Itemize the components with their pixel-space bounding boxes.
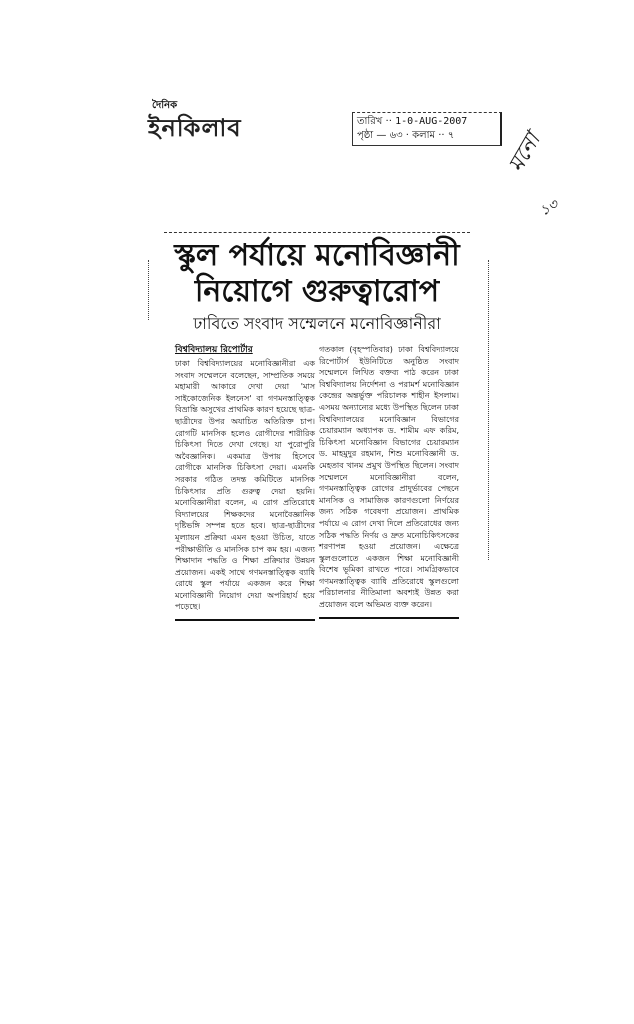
article xyxy=(150,232,484,621)
stamp-column-label: কলাম xyxy=(412,130,436,141)
date-stamp xyxy=(352,112,502,146)
stamp-date-label: তারিখ xyxy=(357,116,383,127)
stamp-column-value: ৭ xyxy=(447,130,455,141)
column-1-wrap xyxy=(175,344,315,621)
article-columns xyxy=(150,344,484,621)
top-rule xyxy=(164,232,470,234)
stamp-date-value: 1-0-AUG-2007 xyxy=(395,116,468,127)
article-column-2: গতকাল (বৃহস্পতিবার) ঢাকা বিশ্ববিদ্যালয়ে রিপোর্টার্স ইউনিটিতে অনুষ্ঠিত সংবাদ সম্মেলনে লিখিত বক্তব্য পাঠ করেন ঢাকা বিশ্ববিদ্যালয় নির্দেশনা ও পরামর্শ মনোবিজ্ঞান কেন্দ্রের অন্তর্ভুক্ত পরিচালক শাহীন ইসলাম। এসময় অন্যান্যের মধ্যে উপস্থিত ছিলেন ঢাকা বিশ্ববিদ্যালয়ের মনোবিজ্ঞান বিভাগের চেয়ারম্যান অধ্যাপক ড. শামীম এফ করিম, চিকিৎসা মনোবিজ্ঞান বিভাগের চেয়ারম্যান ড. মাহমুদুর রহমান, শিশু মনোবিজ্ঞানী ড. মেহতাব খানম প্রমুখ উপস্থিত ছিলেন। সংবাদ সম্মেলনে মনোবিজ্ঞানীরা বলেন, গণমনস্তাত্ত্বিক রোগের প্রাদুর্ভাবের পেছনে মানসিক ও সামাজিক কারণগুলো নির্ণয়ের জন্য সঠিক গবেষণা প্রয়োজন। প্রাথমিক পর্যায়ে এ রোগ দেখা দিলে প্রতিরোধের জন্য সঠিক পদ্ধতি নির্ণয় ও দ্রুত মনোচিকিৎসকের শরণাপন্ন হওয়া প্রয়োজন। এক্ষেত্রে স্কুলগুলোতে একজন শিক্ষা মনোবিজ্ঞানী বিশেষ ভূমিকা রাখতে পারে। সামগ্রিকভাবে গণমনস্তাত্ত্বিক ব্যাধি প্রতিরোধে স্কুলগুলো পরিচালনার নীতিমালা অবশ্যই উন্নত করা প্রয়োজন বলে অভিমত ব্যক্ত করেন। xyxy=(319,345,459,610)
column-2-wrap xyxy=(319,344,459,621)
subheadline: ঢাবিতে সংবাদ সম্মেলনে মনোবিজ্ঞানীরা xyxy=(193,314,441,333)
handwritten-note: মনো xyxy=(503,128,546,177)
article-column-1: ঢাকা বিশ্ববিদ্যালয়ের মনোবিজ্ঞানীরা এক সংবাদ সম্মেলনে বলেছেন, সাম্প্রতিক সময়ে মহামারী আকারে দেখা দেয়া 'মাস সাইকোজেনিক ইলনেস' বা গণমনস্তাত্ত্বিক বিভ্রান্তি অসুখের প্রাথমিক কারণ হয়েছে ছাত্র-ছাত্রীদের উপর অযাচিত অতিরিক্ত চাপ। রোগটি মানসিক হলেও রোগীদের শারীরিক চিকিৎসা দিতে দেখা গেছে। যা পুরোপুরি অবৈজ্ঞানিক। একমাত্র উপায় হিসেবে রোগীকে মানসিক চিকিৎসা দেয়া। এমনকি সরকার গঠিত তদন্ত কমিটিতে মানসিক চিকিৎসার প্রতি গুরুত্ব দেয়া হয়নি। মনোবিজ্ঞানীরা বলেন, এ রোগ প্রতিরোধে বিদ্যালয়ের শিক্ষকদের মনোবৈজ্ঞানিক দৃষ্টিভঙ্গি সম্পন্ন হতে হবে। ছাত্র-ছাত্রীদের মূল্যায়ন প্রক্রিয়া এমন হওয়া উচিত, যাতে পরীক্ষাভীতি ও মানসিক চাপ কম হয়। এজন্য শিক্ষাদান পদ্ধতি ও শিক্ষা প্রক্রিয়ার উন্নয়ন প্রয়োজন। একই সাথে গণমনস্তাত্ত্বিক ব্যাধি রোধে স্কুল পর্যায়ে একজন করে শিক্ষা মনোবিজ্ঞানী নিয়োগ দেয়া অপরিহার্য হয়ে পড়েছে। xyxy=(175,359,315,612)
headline-line-1: স্কুল পর্যায়ে মনোবিজ্ঞানী xyxy=(174,238,460,273)
stamp-page-value: ৬৩ xyxy=(389,130,403,141)
newspaper-logo: ইনকিলাব xyxy=(148,114,242,142)
handwritten-number: ১৩ xyxy=(537,196,561,220)
bottom-rule-right xyxy=(319,617,459,619)
byline: বিশ্ববিদ্যালয় রিপোর্টার xyxy=(175,345,253,355)
newspaper-prefix: দৈনিক xyxy=(152,100,178,111)
bottom-rule-left xyxy=(175,619,315,621)
right-border xyxy=(488,260,490,560)
headline-line-2: নিয়োগে গুরুত্বারোপ xyxy=(194,274,440,309)
headline xyxy=(150,238,484,310)
stamp-page-row: পৃষ্ঠা — ৬৩ · কলাম ·· ৭ xyxy=(357,130,455,141)
stamp-page-label: পৃষ্ঠা xyxy=(357,130,374,141)
stamp-date-row: তারিখ ·· 1-0-AUG-2007 xyxy=(357,116,468,127)
